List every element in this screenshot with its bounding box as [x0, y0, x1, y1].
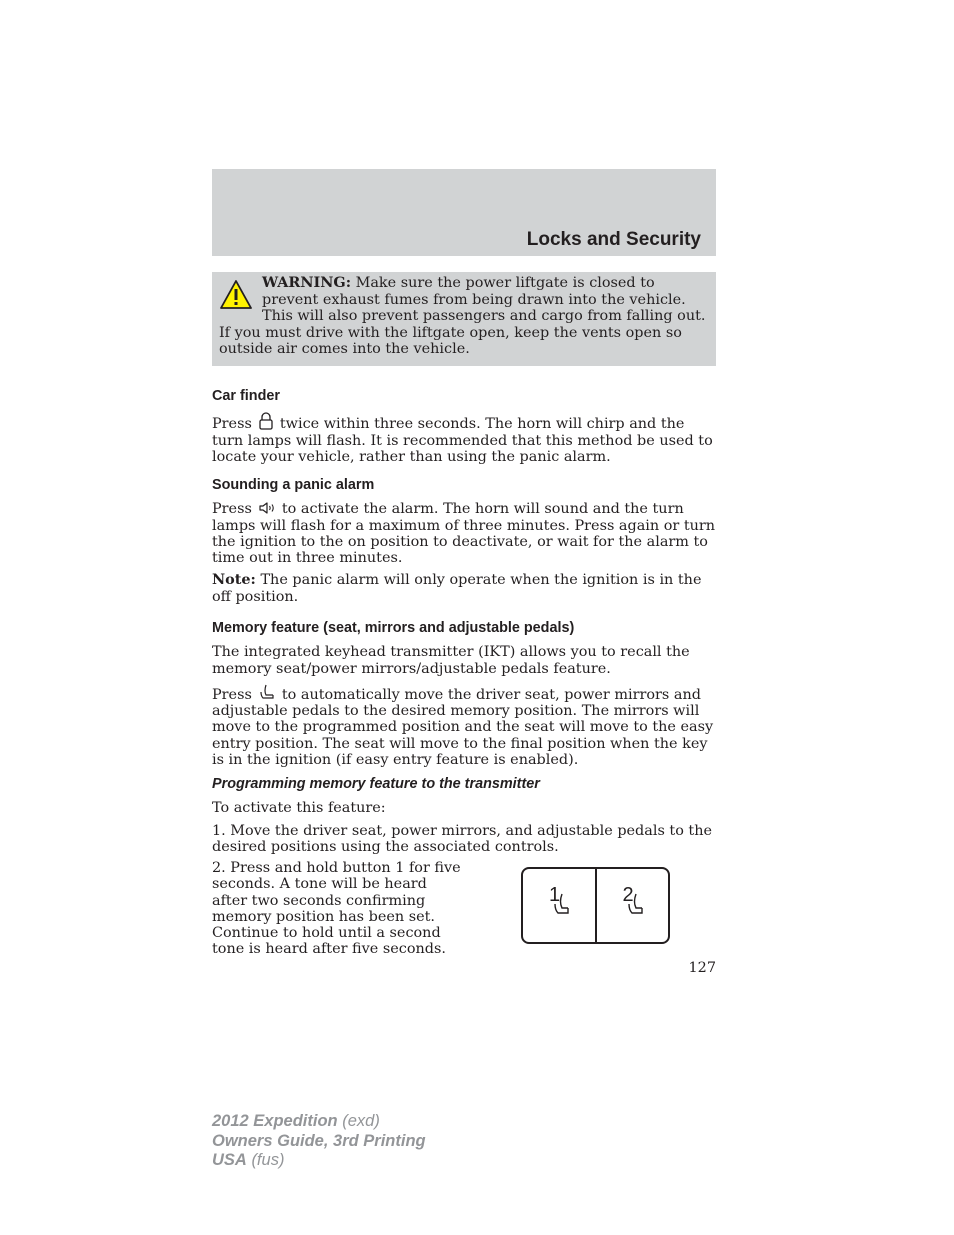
section-header-band	[212, 169, 716, 256]
note-label: Note:	[212, 571, 256, 589]
footer-model: 2012 Expedition	[212, 1112, 338, 1130]
footer-region-code: (fus)	[251, 1151, 285, 1169]
memory-buttons-illustration	[521, 867, 670, 944]
footer-region: USA	[212, 1151, 247, 1169]
programming-section	[212, 776, 717, 855]
programming-heading: Programming memory feature to the transmitter	[212, 776, 540, 792]
section-title: Locks and Security	[526, 229, 701, 250]
footer-line-3	[212, 1151, 426, 1171]
warning-box	[212, 272, 716, 366]
memory-feature-section	[212, 620, 717, 768]
memory-feature-text: to automatically move the driver seat, power mirrors and adjustable pedals to the desired memory position. The mirrors will move to the programmed position and the seat will move to the easy entry position. The seat will move to the final position when the key is in the ignition (if easy entry feature is enabled).	[212, 686, 714, 769]
panic-alarm-section	[212, 477, 717, 605]
footer-model-code: (exd)	[342, 1112, 380, 1130]
panic-note	[212, 572, 717, 605]
car-finder-section	[212, 388, 717, 465]
warning-label: WARNING:	[262, 274, 352, 291]
panic-alarm-paragraph	[212, 501, 717, 566]
memory-seat-icon	[258, 683, 276, 701]
memory-feature-para2	[212, 683, 717, 768]
footer-guide: Owners Guide, 3rd Printing	[212, 1131, 426, 1150]
panic-alarm-text: to activate the alarm. The horn will sound and the turn lamps will flash for a maximum of three minutes. Press again or turn the ignition to the on position to deactivate, or wait for the alarm to time out in three minutes.	[212, 501, 716, 567]
unlock-icon	[258, 412, 274, 430]
footer-imprint	[212, 1112, 426, 1171]
page-number: 127	[688, 960, 716, 976]
car-finder-press: Press	[212, 416, 252, 433]
memory-button-number: 1	[549, 884, 561, 906]
programming-step2: 2. Press and hold button 1 for five seconds. A tone will be heard after two seconds confirming memory position has been set. Continue to hold until a second tone is heard after five seconds.	[212, 860, 461, 958]
memory-press: Press	[212, 686, 252, 703]
memory-feature-heading: Memory feature (seat, mirrors and adjustable pedals)	[212, 620, 575, 636]
warning-text: Make sure the power liftgate is closed to prevent exhaust fumes from being drawn into the vehicle. This will also prevent passengers and cargo from falling out. If you must drive with the liftgate open, keep the vents open so outside air comes into the vehicle.	[219, 275, 706, 357]
car-finder-paragraph	[212, 412, 717, 465]
seat-icon	[627, 892, 643, 916]
memory-button-2	[595, 869, 669, 942]
car-finder-heading: Car finder	[212, 388, 280, 404]
memory-button-1	[523, 869, 595, 942]
warning-triangle-icon	[220, 279, 252, 311]
memory-feature-para1: The integrated keyhead transmitter (IKT) allows you to recall the memory seat/power mirrors/adjustable pedals feature.	[212, 644, 690, 677]
car-finder-text: twice within three seconds. The horn will chirp and the turn lamps will flash. It is recommended that this method be used to locate your vehicle, rather than using the panic alarm.	[212, 416, 713, 465]
programming-intro: To activate this feature:	[212, 800, 386, 817]
memory-button-number: 2	[622, 884, 634, 906]
seat-icon	[553, 892, 569, 916]
panic-alarm-heading: Sounding a panic alarm	[212, 477, 375, 493]
programming-step1: 1. Move the driver seat, power mirrors, and adjustable pedals to the desired positions using the associated controls.	[212, 822, 712, 855]
panic-alarm-icon	[258, 501, 276, 515]
note-text: The panic alarm will only operate when the ignition is in the off position.	[212, 572, 702, 605]
panic-press: Press	[212, 501, 252, 518]
footer-line-2	[212, 1132, 426, 1152]
footer-line-1	[212, 1112, 426, 1132]
